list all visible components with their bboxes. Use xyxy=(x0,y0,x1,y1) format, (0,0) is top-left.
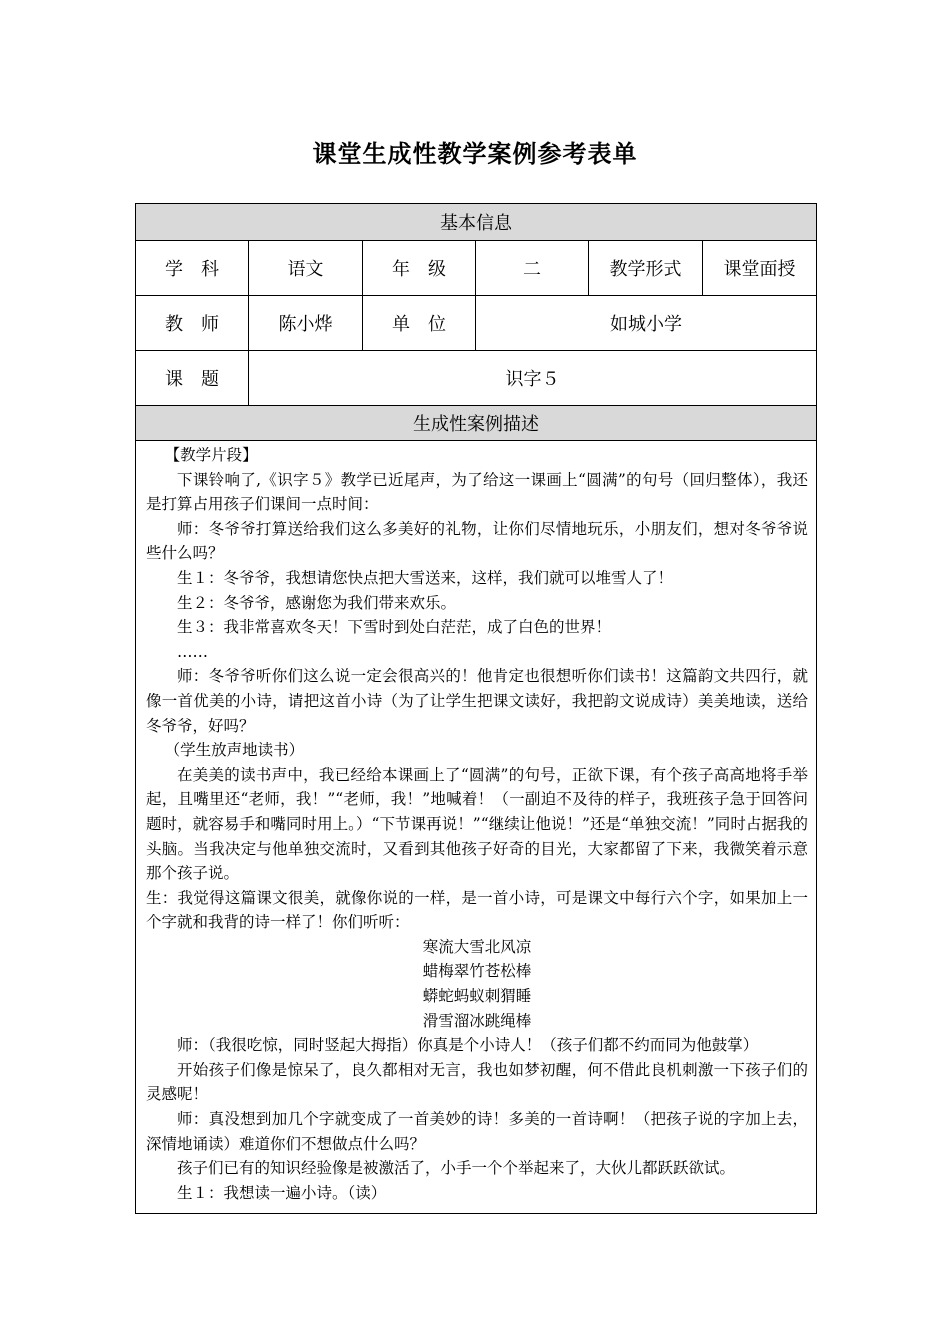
teacher-label: 教 师 xyxy=(136,296,249,351)
case-paragraph: 下课铃响了,《识字５》教学已近尾声，为了给这一课画上“圆满”的句号（回归整体），我还是打算占用孩子们课间一点时间： xyxy=(146,470,809,514)
case-paragraph: 师：真没想到加几个字就变成了一首美妙的诗！多美的一首诗啊！（把孩子说的字加上去，深情地诵读）难道你们不想做点什么吗？ xyxy=(146,1110,809,1153)
case-paragraph: 在美美的读书声中，我已经给本课画上了“圆满”的句号，正欲下课，有个孩子高高地将手举起，且嘴里还“老师，我！”“老师，我！”地喊着！（一副迫不及待的样子，我班孩子急于回答问题时，就容易手和嘴同时用上。）“下节课再说！”“继续让他说！”还是“单独交流！”同时占据我的头脑。当我决定与他单独交流时，又看到其他孩子好奇的目光，大家都留了下来，我微笑着示意那个孩子说。 xyxy=(146,765,809,883)
poem-line: 寒流大雪北风凉 xyxy=(422,937,532,956)
case-body-row xyxy=(136,441,817,1214)
case-paragraph: 生３：我非常喜欢冬天！下雪时到处白茫茫，成了白色的世界！ xyxy=(177,618,612,637)
case-paragraph: 孩子们已有的知识经验像是被激活了，小手一个个举起来了，大伙儿都跃跃欲试。 xyxy=(177,1159,736,1178)
case-description-cell xyxy=(136,441,817,1214)
topic-label: 课 题 xyxy=(136,351,249,406)
unit-value: 如城小学 xyxy=(476,296,817,351)
topic-row xyxy=(136,351,817,406)
case-description-text xyxy=(136,441,816,1205)
subject-label: 学 科 xyxy=(136,241,249,296)
case-paragraph: 师：（我很吃惊，同时竖起大拇指）你真是个小诗人！（孩子们都不约而同为他鼓掌） xyxy=(177,1036,759,1055)
teacher-row xyxy=(136,296,817,351)
poem-line: 蟒蛇蚂蚁刺猬睡 xyxy=(422,987,532,1006)
case-paragraph: 生２：冬爷爷，感谢您为我们带来欢乐。 xyxy=(177,593,457,612)
case-paragraph: （学生放声地读书） xyxy=(164,741,305,760)
unit-label: 单 位 xyxy=(363,296,476,351)
grade-value: 二 xyxy=(476,241,589,296)
case-paragraph: …… xyxy=(177,642,208,661)
case-paragraph: 师：冬爷爷听你们这么说一定会很高兴的！他肯定也很想听你们读书！这篇韵文共四行，就像一首优美的小诗，请把这首小诗（为了让学生把课文读好，我把韵文说成诗）美美地读，送给冬爷爷，好吗？ xyxy=(146,667,809,735)
case-paragraph: 生１：我想读一遍小诗。（读） xyxy=(177,1183,387,1202)
subject-row xyxy=(136,241,817,296)
basic-info-heading: 基本信息 xyxy=(136,204,817,241)
case-description-heading: 生成性案例描述 xyxy=(136,406,817,441)
format-value: 课堂面授 xyxy=(703,241,817,296)
case-paragraph: 生：我觉得这篇课文很美，就像你说的一样，是一首小诗，可是课文中每行六个字，如果加上一个字就和我背的诗一样了！你们听听： xyxy=(146,888,809,932)
case-form-table xyxy=(135,203,817,1214)
poem-line: 蜡梅翠竹苍松棒 xyxy=(422,962,532,981)
format-label: 教学形式 xyxy=(589,241,703,296)
grade-label: 年 级 xyxy=(363,241,476,296)
form-title: 课堂生成性教学案例参考表单 xyxy=(312,140,638,168)
case-header-row xyxy=(136,406,817,441)
poem-line: 滑雪溜冰跳绳棒 xyxy=(422,1011,532,1030)
case-paragraph: 师：冬爷爷打算送给我们这么多美好的礼物，让你们尽情地玩乐，小朋友们，想对冬爷爷说些什么吗？ xyxy=(146,519,809,563)
case-paragraph: 【教学片段】 xyxy=(164,446,258,464)
case-paragraph: 生１：冬爷爷，我想请您快点把大雪送来，这样，我们就可以堆雪人了！ xyxy=(177,568,674,587)
topic-value: 识字５ xyxy=(249,351,817,406)
subject-value: 语文 xyxy=(249,241,363,296)
case-paragraph: 开始孩子们像是惊呆了，良久都相对无言，我也如梦初醒，何不借此良机刺激一下孩子们的灵感呢！ xyxy=(146,1060,809,1104)
teacher-value: 陈小烨 xyxy=(249,296,363,351)
basic-info-header-row xyxy=(136,204,817,241)
